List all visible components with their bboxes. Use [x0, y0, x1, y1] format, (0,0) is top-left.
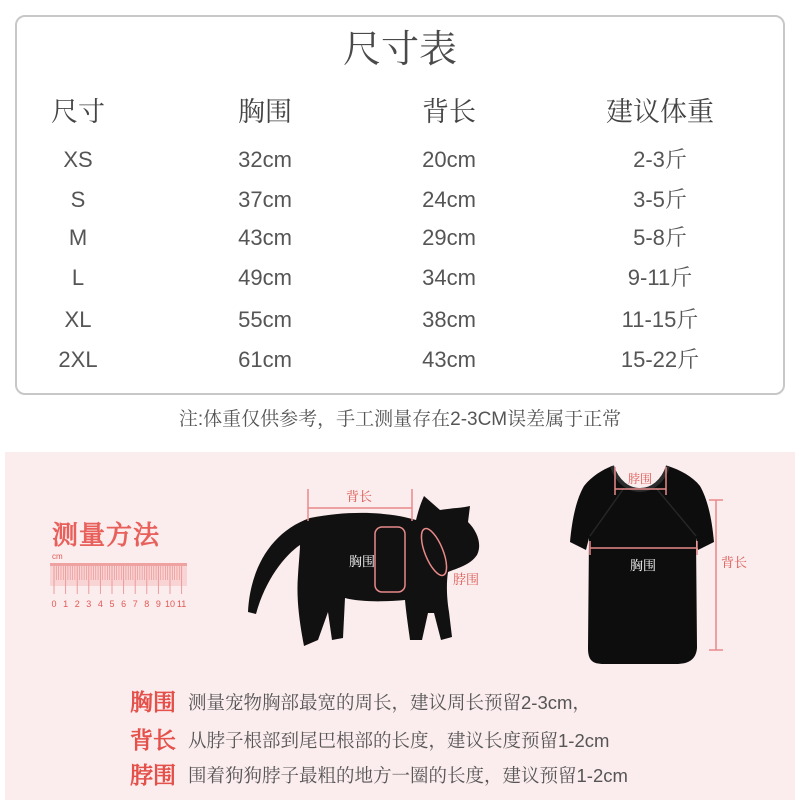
back-length-cell: 29cm: [422, 225, 476, 250]
cat-silhouette: [248, 496, 479, 646]
instruction-text: 测量宠物胸部最宽的周长，建议周长预留2-3cm，: [188, 692, 591, 713]
cat-chest-label: 胸围: [348, 554, 376, 569]
size-cell: XL: [64, 307, 92, 332]
chest-cell: 37cm: [238, 187, 292, 212]
cat-back-label: 背长: [345, 489, 373, 504]
ruler-icon: [50, 552, 187, 609]
instruction-term: 背长: [130, 727, 176, 753]
ruler-number: 1: [63, 599, 69, 609]
instruction-term: 胸围: [130, 689, 176, 715]
cat-illustration: [248, 489, 479, 646]
tshirt-back-label: 背长: [721, 555, 748, 570]
page-title: 尺寸表: [342, 29, 457, 71]
ruler-number: 4: [97, 599, 103, 609]
header-back-length: 背长: [422, 97, 476, 127]
size-cell: L: [71, 265, 85, 290]
ruler-number: 0: [51, 599, 57, 609]
back-length-cell: 43cm: [422, 347, 476, 372]
weight-cell: 11-15斤: [621, 307, 699, 332]
chest-cell: 32cm: [238, 147, 292, 172]
ruler-number: 2: [74, 599, 80, 609]
weight-cell: 15-22斤: [620, 347, 700, 372]
chest-cell: 49cm: [238, 265, 292, 290]
instruction-chest: [0, 688, 800, 716]
measurement-note: 注:体重仅供参考，手工测量存在2-3CM误差属于正常: [178, 409, 622, 430]
header-chest: 胸围: [238, 97, 292, 127]
ruler-number: 11: [176, 599, 187, 609]
size-cell: 2XL: [58, 347, 98, 372]
tshirt-illustration: [570, 466, 747, 664]
size-cell: S: [70, 187, 86, 212]
instruction-term: 脖围: [130, 762, 176, 788]
weight-cell: 3-5斤: [633, 187, 687, 212]
chest-cell: 61cm: [238, 347, 292, 372]
method-title: 测量方法: [52, 520, 161, 550]
header-size: 尺寸: [51, 97, 105, 127]
ruler-number: 10: [164, 599, 176, 609]
instruction-neck: [0, 761, 800, 789]
size-cell: M: [68, 225, 88, 250]
back-length-cell: 34cm: [422, 265, 476, 290]
ruler-number: 8: [144, 599, 150, 609]
tshirt-neck-label: 脖围: [627, 472, 653, 486]
tshirt-chest-label: 胸围: [629, 558, 657, 573]
ruler-number: 9: [155, 599, 161, 609]
ruler-number: 5: [109, 599, 115, 609]
back-length-cell: 38cm: [422, 307, 476, 332]
weight-cell: 9-11斤: [627, 265, 693, 290]
ruler-number: 7: [132, 599, 138, 609]
chest-cell: 55cm: [238, 307, 292, 332]
ruler-number: 6: [121, 599, 127, 609]
header-weight: 建议体重: [606, 97, 714, 127]
back-length-cell: 24cm: [422, 187, 476, 212]
ruler-top-edge: [50, 563, 187, 566]
weight-cell: 5-8斤: [633, 225, 687, 250]
ruler-number: 3: [86, 599, 92, 609]
instruction-back-length: [0, 726, 800, 754]
weight-cell: 2-3斤: [633, 147, 687, 172]
chest-cell: 43cm: [238, 225, 292, 250]
instruction-text: 围着狗狗脖子最粗的地方一圈的长度，建议预留1-2cm: [188, 765, 628, 786]
back-length-cell: 20cm: [422, 147, 476, 172]
instruction-text: 从脖子根部到尾巴根部的长度，建议长度预留1-2cm: [188, 730, 610, 751]
cat-neck-label: 脖围: [453, 572, 480, 587]
size-cell: XS: [63, 147, 93, 172]
ruler-numbers: [51, 599, 186, 609]
ruler-unit-label: cm: [52, 552, 63, 561]
